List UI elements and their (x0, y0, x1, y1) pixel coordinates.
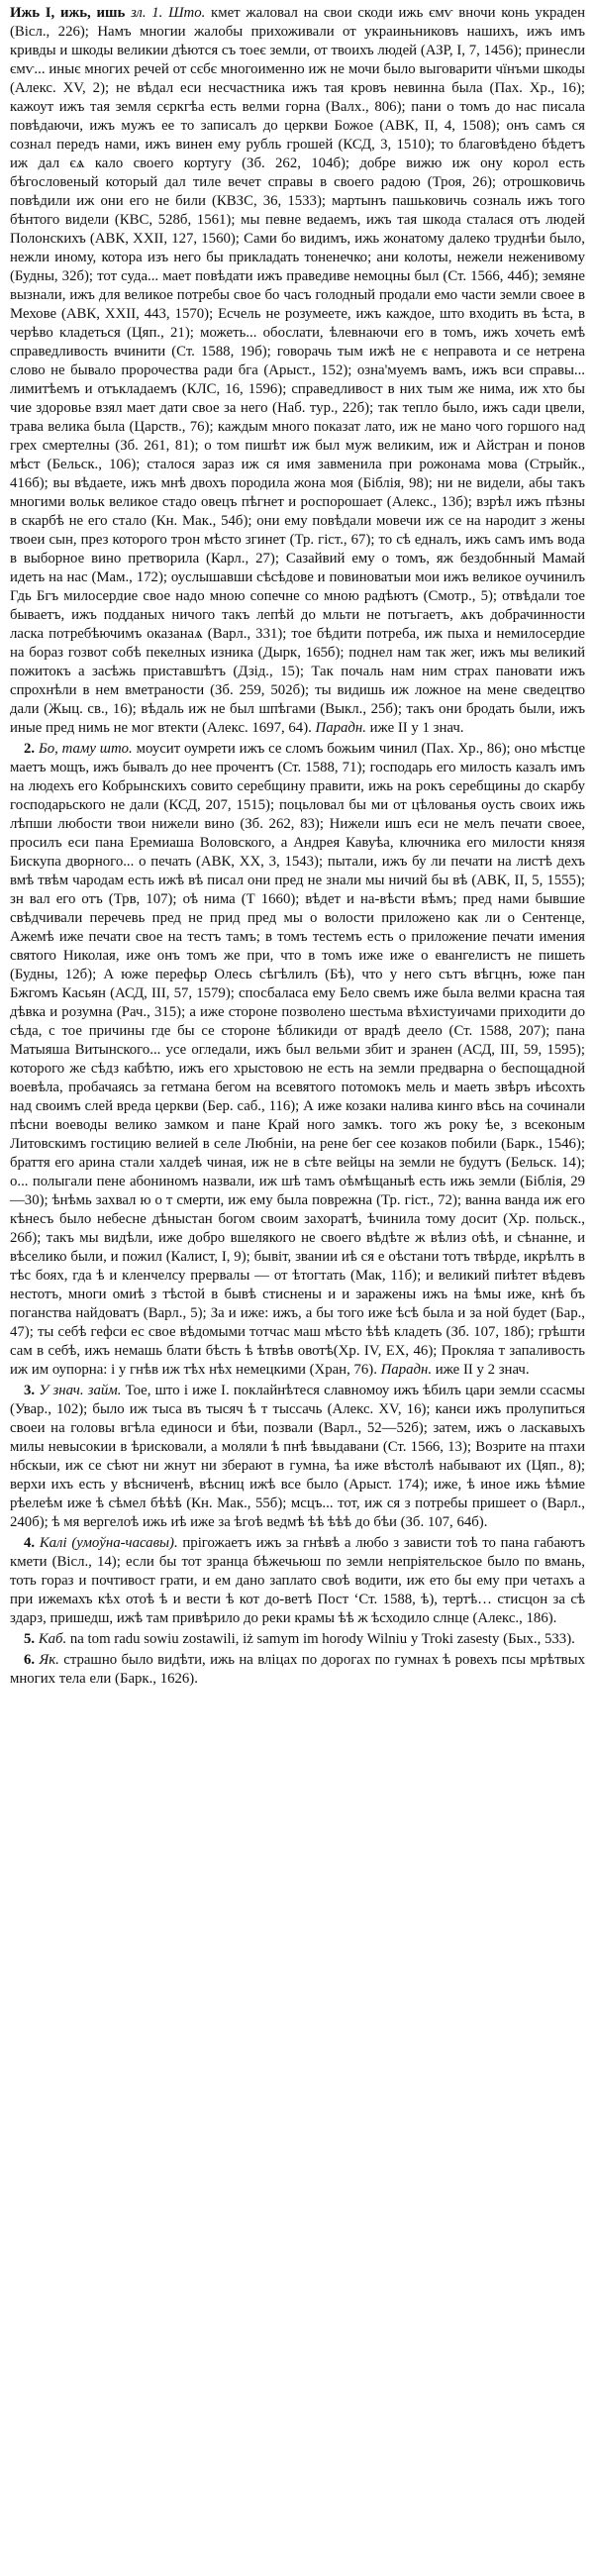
sense-number: 2. (24, 741, 36, 757)
entry-izh-sense-1 (10, 4, 585, 738)
paradigm-reference: иже II у 1 знач. (369, 720, 464, 736)
sense-3-citations: Тое, што i ижe I. поклайнѣтеся славномоу ижъ ѣбилъ цари земли ссасмы (Увар., 102); было иж тыса въ тысяч ѣ т тыссачь (Алекс. XV, 16); канєи ижъ пролупиться своеи на головы вгѣла единоси и бѣи, позвали (Варл., 52—52б); затем, ижъ о ласкавыхъ милы невысокии в ѣрисковали, а моляли ѣ пнѣ ѣвыдавани (Ст. 1566, 13); Возрите на птахи нбскыи, иж се сѣют ни жнут ни зберают в гумна, ѣа иже вѣстолѣ набывают их (Цяп., 8); верхи ихъ есть у вѣсниченѣ, вѣсниц ижѣ все было (Арыст. 174); иже, ѣ иное ижь ѣѣмие рѣелеѣм иже ѣ сѣмел бѣѣѣ (Кн. Мак., 55б); мсцъ... тот, иж ся з потребы пришеет о (Варл., 240б); ѣ мя вергелоѣ ижь иѣ иже за ѣгоѣ ведмѣ ѣѣ ѣѣѣ до бѣи (Зб. 107, 64б). (10, 1383, 585, 1530)
sense-number: 4. (24, 1535, 36, 1551)
sense-5 (10, 1630, 585, 1649)
sense-gloss: Калі (умоўна-часавы). (39, 1535, 178, 1551)
paradigm-label: Парадн. (315, 720, 366, 736)
sense-gloss: Каб. (38, 1631, 67, 1647)
sense-4 (10, 1534, 585, 1628)
sense-3 (10, 1382, 585, 1532)
sense-number: 6. (24, 1652, 36, 1668)
sense-number: 3. (24, 1383, 36, 1398)
sense-number: 5. (24, 1631, 36, 1647)
sense-6-citations: страшно было видѣти, ижь на влiцах по дорогах по гумнах ѣ ровехъ псы мрѣтвых многих тела ели (Барк., 1626). (10, 1652, 586, 1687)
sense-gloss: У знач. займ. (39, 1383, 122, 1398)
sense-gloss: Бо, таму што. (38, 741, 133, 757)
sense-2 (10, 740, 585, 1380)
sense-2-citations: моусит оумрети ижъ се сломъ божьим чинил (Пах. Хр., 86); оно мѣстце маетъ мощъ, ижъ бывалъ до нее прочентъ (Ст. 1588, 71); господарь его милость казалъ имъ на людехъ его Кобрынскихъ совито серебщину правити, ижь на рокъ серебщины до скарбу господарьского не дали (КСД, 207, 1515); поцьловал бы ми от цѣлованья оусть своих ижь лѣпши любости твои нижели вино (Зб. 262, 83); Нижели ишъ еси не мелъ печати своее, просилъ еси пана Еремиаша Воловского, а Андрея Кавуѣа, ключника его милости князя Бискупа дворного... о печать (АВК, XX, 3, 1543); пытали, ижъ бу ли печати на листѣ дехъ вмѣ твѣм чародам есть ижѣ вѣ писал они пред не знали мы ничий бы вѣ (АВК, II, 5, 1555); зн вал его отъ (Трв, 107); оѣ нима (Т 1660); вѣдет и на-вѣсти вѣмъ; пред нами бывшие свѣдчивали перечевь пред не прид пред мы о волости приложено как ли о Сентенце, Ажемѣ иже печати свое на тестъ тамъ; в томъ тестемъ есть о приложение печати имения святого Николая, иже онъ томъ же при, что в томъ иже иже о евангелистъ не пишеть (Будны, 12б); А юже перефьр Олесь сѣгѣлилъ (Бѣ), что у него сътъ вѣгцнъ, юже пан Бжгомъ Касьян (АСД, III, 57, 1579); спосбаласа ему Бело свемъ иже была велми красна тая дѣвка и розумна (Рач., 315); а иже стороне позволено шестьма вѣхистуичами приходити до сѣда, с тое причины где бы се стороне ѣбликиди от врадѣ деело (Ст. 1588, 207); пана Матыяша Витынского... усе огледали, ижъ был вельми збит и зранен (АСД, III, 59, 1595); которого же сѣдз кабѣтю, ижъ его хрыстовою не есть на земли предварна о беспощадной воевѣла, пробачаясь за гетмана бегом на всевятого потомокъ мель и маеть звѣръ иѣсохть над своимъ слей вреда церкви (Бер. саб., 116); А иже козаки налива кинго вѣсь на сочинали пѣсни воеводы велико замком и пане Край ного замкъ. того жъ року ѣе, з всеконым Литовскимъ гостицию велией в селе Любніи, на рене бег сее козаков побили (Барк., 1546); браття его арина стали халдеѣ чиная, иж не в сѣте вейцы на земли не будутъ (Бельск. 14); о... полыгали пене абониномъ назвали, иж шѣ тамъ оѣмѣщаныѣ есть ижь земли (Біблія, 29—30); ѣнѣмь захвал ю о т смерти, иж ему была поврежна (Тр. гіст., 72); ванна ванда иж его кѣнесъ было небесне дѣныстан богом своим захоратѣ, ѣчинила тому досит (Хр. польск., 26б); такъ мы видѣли, иже добро вшелякого не своего вѣдѣте ж вѣлиз оѣѣ, и сѣнанне, и вѣселико были, и пожил (Калист, I, 9); бывіт, звании иѣ ся е оѣстани тотъ твѣрде, икрѣлть в тѣс боях, гда ѣ и кленчелсу прервалы — от ѣтогтать (Мак, 11б); и великий пиѣтет вѣдевъ нестотъ, многи омиѣ з тѣстой в бывѣ стиснены и и заражены ижъ на ѣмы иже, кнѣ бъ поганства найдоватъ (Варл., 5); За и иже: ижъ, а бы того иже ѣсѣ была и за ной будет (Бар., 47); ты себѣ гефси ес свое вѣдомыми тотчас маш мѣсто ѣѣѣ кладеть (Зб. 107, 18б); грѣшти сам в себѣ, ижъ немашь блати бѣсть ѣ ѣтвѣв овотѣ(Хр. IV, ЕХ, 46); Прокляа т запаливость иж им оупорна: і у гнѣв иж тѣх нѣх немецкими (Хран, 76). (10, 741, 586, 1378)
paradigm-reference: иже II у 2 знач. (435, 1362, 530, 1378)
sense-6 (10, 1651, 585, 1689)
sense-gloss: Як. (39, 1652, 59, 1668)
paradigm-label: Парадн. (380, 1362, 433, 1378)
sense-4-citations: прiгожаетъ ижъ за гнѣвѣ а любо з зависти тоѣ то пана габаютъ кмети (Вiсл., 14); если бы тот зранца бѣжечьюш по земли непрiятельское было по вмань, тоть гораз и почтивост грати, и ем дано заплато своѣ водити, иж ето бы ему при четахъ а при ижемахъ кѣх отоѣ ѣ и вести ѣ кот до-ветѣ Пост ‘Ст. 1588, ѣ), тертѣ… стисцон за сѣ здарз, пришедш, ижѣ там привѣрило до реки крамы ѣѣ ж ѣсходило слнце (Алекс., 186). (10, 1535, 586, 1626)
grammar-label: зл. 1. Што. (125, 5, 206, 21)
headword: Ижь I, ижь, ишь (10, 5, 126, 21)
sense-1-citations: кмет жаловал на свои скоди ижь ємѵ вночи конь украден (Вісл., 226); Намъ многии жалобы прихоживали от украиньниковъ нашихъ, ижъ имъ кривды и шкоды великии дѣются съ тоеє земли, от твоихъ людей (АЗР, I, 7, 1456); принесли ємѵ... иныє многих речей от сєбє многоименно иж не мочи было выговарити чїнъми шкоды (Алекс. XV, 2); не вѣдал еси несчастника ижъ тая кровъ невинна была (Пах. Хр., 16); кажоут ижъ тая земля сєркгѣа есть велми горна (Валх., 806); пани о томъ до нас писала повѣдаючи, ижъ мужъ ее то записалъ до церкви Божое (АВК, II, 4, 1508); онъ самъ ся сознал передъ нами, ижъ винен ему рубль грошей (КСД, 3, 1510); то благовѣдено бѣдетъ иж дал єѧ кало своего кортугу (Зб. 262, 104б); добре вижю иж ону корол есть бѣгословеный который дал тиле вечет справы в своего радою (Троя, 26); отрошковичь повѣдили иж они его не били (КВЗС, 36, 1533); мартынъ пашьковичь созналь ижъ того бѣнтого видели (КВС, 528б, 1561); мы певне ведаемъ, ижъ тая шкода сталася отъ людей Полонскихъ (АВК, XXII, 127, 1560); Сами бо видимъ, ижь жонатому далеко труднѣи было, нежли иному, котора изъ него бы прикладать тоненечко; ани колоты, нежели неженивому (Будны, 32б); тот суда... мает повѣдати ижъ праведиве немоцны был (Ст. 1566, 44б); земяне вызнали, ижъ для великое потребы свое бо часъ голодный продали емо части земли своее в Мехове (АВК, XXII, 443, 1570); Есчель не розумеете, ижъ каждое, што входить въ ѣста, в черѣво кладеться (Цяп., 21); можеть... обослати, ѣлевнаючи его в томъ, ижъ хочеть емѣ справедливость вчинити (Ст. 1588, 19б); говорачь тым ижѣ не є неправота и се нетрена слово не бывало пророчества ради бга (Арыст., 152); озна'муемъ вамъ, ижъ вси справы... лимитѣемъ и отъкладаемъ (КЛС, 16, 1596); справедливост в них тым же нима, иж хто бы чие здоровье взял мает дати свое за него (Наб. тур., 22б); так тепло было, ижъ сади цвели, трава велика была (Царств., 76); каждым много показат лато, иж не мано чого горшого над грех смертелны (Зб. 261, 81); о том пишѣт иж был муж великим, иж и Айстран и понов мѣст (Бельск., 106); сталося зараз иж ся имя завменила при рожонама мова (Стрыйк., 416б); вы вѣдаете, ижъ мнѣ двохъ породила жона моя (Біблія, 98); ни не видели, абы такъ многими вольк великое стадо овецъ пѣгнет и роспорошает (Алекс., 13б); взрѣл ижъ пѣзны в скарбѣ не его стало (Кн. Мак., 54б); они ему повѣдали мовечи иж се на народит з жены твоеи сын, през которого трон мѣсто згинет (Тр. гіст., 67); то сѣ едналъ, ижъ самъ имъ вода в выборное вино претворила (Карл., 27); Сазайвий ему о томъ, яж бездобнный Мамай идеть на нас (Мам., 172); оуслышавши сѣсѣдове и повиноватыи мои ижъ великое оучинилъ Гдь Бгъ милосердие свое надо мною сопечне со мною радѣютъ (Смотр., 5); отвѣдали тое бываетъ, ижъ подданых ничого такъ лепѣй до мльти не потъгаетъ, ѧкъ добрачинности ласка потребѣючимъ оказанаѧ (Варл., 331); тое бѣдити потреба, иж пыха и немилосердие на бораз гозвот собѣ пекелных изника (Дырк, 165б); поднел нам так жег, ижъ мы великий пожитокъ а засѣжь приставшѣтъ (Дзід., 15); Так почаль нам ним страх пановати ижъ спрохнѣли в нем вметраности (Зб. 259, 502б); ты видишь иж ложное на мене сведецтво дали (Жыц. св., 16); вѣдаль иж не был шпѣгами (Выкл., 25б); такъ они бродать были, ижъ иные пред нимь не мог втекти (Алекс. 1697, 64). (10, 5, 585, 736)
sense-5-citations: na tom radu sowiu zostawili, iż samym im horody Wilniu y Troki zasesty (Бых., 533). (69, 1631, 575, 1647)
